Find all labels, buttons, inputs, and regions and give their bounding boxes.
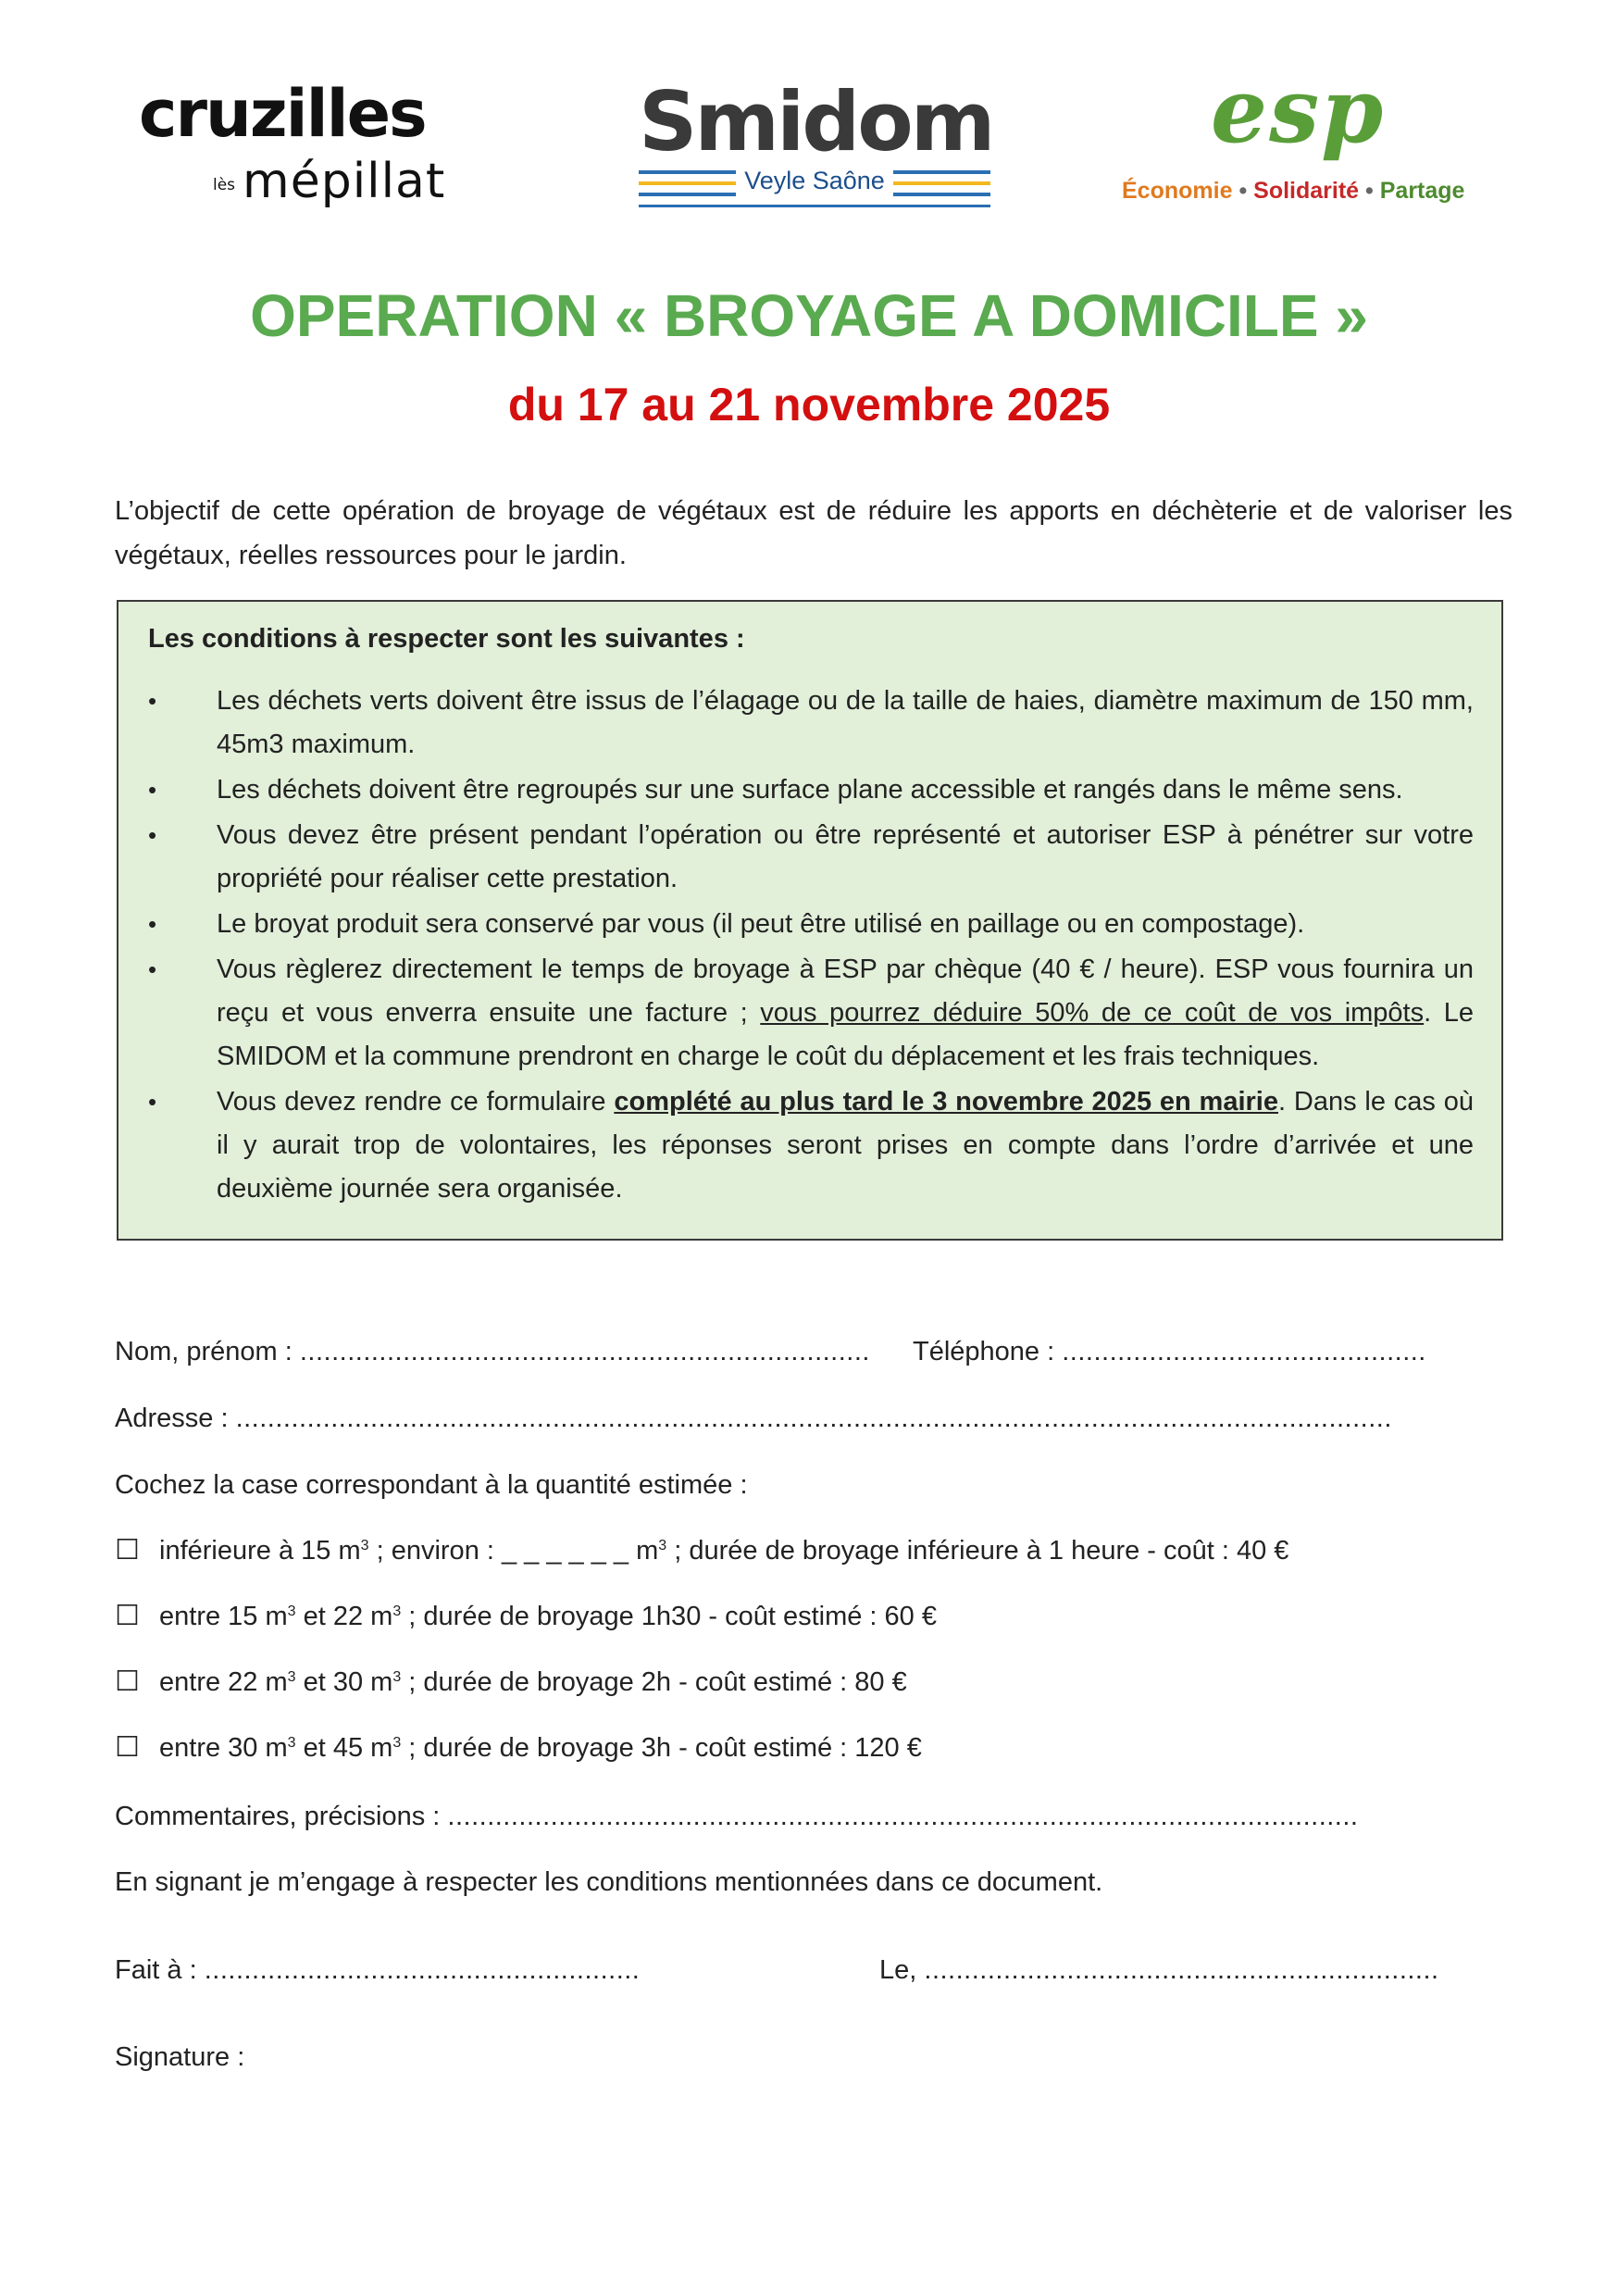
address-input-line[interactable]: .................................................................................................................................................. [235, 1404, 1392, 1433]
comments-label: Commentaires, précisions : [115, 1802, 441, 1831]
cruzilles-logo-main: cruzilles [139, 76, 426, 152]
comments-field[interactable] [115, 1798, 1358, 1835]
option-row-3[interactable] [115, 1664, 907, 1701]
checkbox-icon[interactable]: ☐ [115, 1535, 140, 1566]
date-field[interactable] [879, 1952, 1439, 1989]
signature-area[interactable] [115, 2083, 763, 2222]
smidom-logo-main: Smidom [639, 74, 993, 169]
superscript: 3 [392, 1603, 402, 1619]
option-text: et 22 m [295, 1602, 393, 1631]
intro-paragraph: L’objectif de cette opération de broyage de végétaux est de réduire les apports en déchèterie et de valoriser les végétaux, réelles ressources pour le jardin. [115, 496, 1512, 570]
bullet-icon: • [148, 776, 157, 804]
phone-input-line[interactable]: .............................................. [1062, 1337, 1426, 1366]
condition-text: Vous devez être présent pendant l’opération ou être représenté et autoriser ESP à pénétrer sur votre propriété pour réaliser cette prestation. [217, 820, 1474, 893]
condition-text: Les déchets verts doivent être issus de l’élagage ou de la taille de haies, diamètre maximum de 150 mm, 45m3 maximum. [217, 686, 1474, 759]
condition-item [118, 814, 1501, 901]
bullet-icon: • [148, 687, 157, 715]
phone-label: Téléphone : [913, 1337, 1055, 1366]
name-label: Nom, prénom : [115, 1337, 292, 1366]
conditions-list [118, 680, 1501, 1213]
option-text: ; durée de broyage 3h - coût estimé : 120 € [401, 1733, 922, 1763]
smidom-logo [639, 74, 993, 211]
condition-text: Les déchets doivent être regroupés sur une surface plane accessible et rangés dans le même sens. [217, 775, 1403, 805]
checkbox-icon[interactable]: ☐ [115, 1666, 140, 1697]
checkbox-icon[interactable]: ☐ [115, 1601, 140, 1631]
option-text: et 45 m [295, 1733, 393, 1763]
superscript: 3 [287, 1603, 296, 1619]
signature-label: Signature : [115, 2042, 245, 2072]
esp-tag-separator: • [1238, 178, 1248, 204]
option-text: entre 22 m [159, 1667, 288, 1697]
place-input-line[interactable]: ....................................................... [204, 1955, 641, 1985]
condition-text: Vous devez rendre ce formulaire [217, 1087, 615, 1117]
date-label: Le, [879, 1955, 917, 1985]
option-text: inférieure à 15 m [159, 1536, 361, 1566]
cruzilles-logo-les: lès [213, 176, 236, 194]
phone-field[interactable] [913, 1333, 1426, 1370]
option-row-4[interactable] [115, 1729, 922, 1766]
bullet-icon: • [148, 1088, 157, 1116]
condition-item [118, 680, 1501, 767]
page-subtitle: du 17 au 21 novembre 2025 [507, 379, 1111, 430]
condition-item [118, 1080, 1501, 1211]
option-text: entre 30 m [159, 1733, 288, 1763]
esp-tag-economie: Économie [1122, 178, 1233, 204]
condition-item [118, 768, 1501, 812]
superscript: 3 [287, 1735, 296, 1751]
conditions-box [117, 600, 1503, 1241]
superscript: 3 [658, 1538, 667, 1554]
address-field[interactable] [115, 1400, 1392, 1437]
quantity-label: Cochez la case correspondant à la quantité estimée : [115, 1470, 748, 1500]
option-text: ; durée de broyage 2h - coût estimé : 80 € [401, 1667, 907, 1697]
condition-text: Le broyat produit sera conservé par vous (il peut être utilisé en paillage ou en compostage). [217, 909, 1305, 939]
superscript: 3 [287, 1669, 296, 1685]
name-field[interactable] [115, 1333, 870, 1370]
esp-logo-tagline [1122, 178, 1464, 205]
option-row-2[interactable] [115, 1598, 937, 1635]
esp-tag-solidarite: Solidarité [1253, 178, 1360, 204]
condition-text: Vous règlerez directement le temps de broyage à ESP par chèque (40 € / heure). ESP vous fournira un reçu et vous enverra ensuite une facture ; [217, 955, 1474, 1028]
option-text: ; durée de broyage inférieure à 1 heure - coût : 40 € [666, 1536, 1289, 1566]
option-text: et 30 m [295, 1667, 393, 1697]
smidom-stripe [639, 205, 990, 207]
date-input-line[interactable]: ................................................................. [924, 1955, 1439, 1985]
esp-tag-partage: Partage [1379, 178, 1465, 204]
bullet-icon: • [148, 821, 157, 849]
tax-deduction-note: vous pourrez déduire 50% de ce coût de vos impôts [760, 998, 1425, 1028]
condition-item [118, 903, 1501, 946]
option-row-1[interactable] [115, 1532, 1288, 1569]
cruzilles-logo [139, 76, 463, 211]
option-text: ; durée de broyage 1h30 - coût estimé : 60 € [401, 1602, 937, 1631]
bullet-icon: • [148, 955, 157, 983]
address-label: Adresse : [115, 1404, 229, 1433]
esp-logo [1111, 58, 1465, 215]
name-input-line[interactable]: ........................................................................ [299, 1337, 870, 1366]
place-field[interactable] [115, 1952, 640, 1989]
comments-input-line[interactable]: ................................................................................................................... [447, 1802, 1359, 1831]
esp-tag-separator: • [1365, 178, 1374, 204]
cruzilles-logo-sub: mépillat [243, 154, 446, 209]
superscript: 3 [360, 1538, 369, 1554]
smidom-logo-sub: Veyle Saône [744, 167, 885, 194]
place-label: Fait à : [115, 1955, 197, 1985]
condition-text: . Dans le cas où il y aurait trop de volontaires, les réponses seront prises en compte dans l’ordre d’arrivée et une deuxième journée sera organisée. [217, 1087, 1474, 1204]
bullet-icon: • [148, 910, 157, 938]
engagement-text: En signant je m’engage à respecter les conditions mentionnées dans ce document. [115, 1867, 1103, 1897]
conditions-title: Les conditions à respecter sont les suivantes : [148, 624, 745, 654]
page-title: OPERATION « BROYAGE A DOMICILE » [250, 282, 1368, 349]
condition-text: . Le SMIDOM et la commune prendront en charge le coût du déplacement et les frais techniques. [217, 998, 1474, 1071]
checkbox-icon[interactable]: ☐ [115, 1732, 140, 1763]
superscript: 3 [392, 1735, 402, 1751]
option-text: entre 15 m [159, 1602, 288, 1631]
condition-item [118, 948, 1501, 1079]
superscript: 3 [392, 1669, 402, 1685]
deadline-note: complété au plus tard le 3 novembre 2025 en mairie [614, 1087, 1278, 1117]
option-text: ; environ : _ _ _ _ _ _ m [368, 1536, 659, 1566]
esp-logo-main: esp [1211, 58, 1386, 163]
